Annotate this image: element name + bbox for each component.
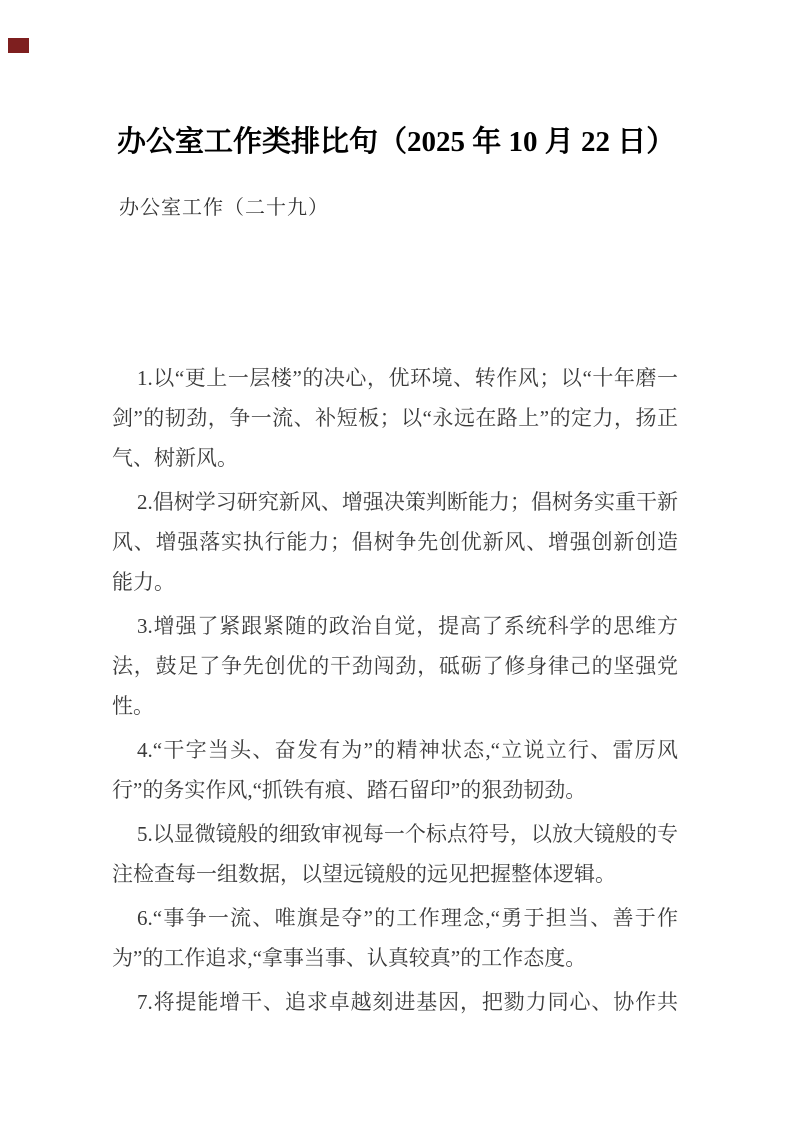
- document-subtitle: 办公室工作（二十九）: [119, 197, 329, 219]
- paragraph-1: 1.以“更上一层楼”的决心，优环境、转作风；以“十年磨一剑”的韧劲，争一流、补短板；以“永远在路上”的定力，扬正气、树新风。: [112, 366, 678, 470]
- paragraph-6: 6.“事争一流、唯旗是夺”的工作理念,“勇于担当、善于作为”的工作追求,“拿事当事、认真较真”的工作态度。: [112, 906, 678, 970]
- red-corner-mark: [8, 38, 29, 53]
- paragraph-2: 2.倡树学习研究新风、增强决策判断能力；倡树务实重干新风、增强落实执行能力；倡树争先创优新风、增强创新创造能力。: [112, 490, 678, 594]
- document-body: [112, 358, 678, 1026]
- document-title: 办公室工作类排比句（2025 年 10 月 22 日）: [117, 126, 676, 158]
- paragraph-4: 4.“干字当头、奋发有为”的精神状态,“立说立行、雷厉风行”的务实作风,“抓铁有痕、踏石留印”的狠劲韧劲。: [112, 738, 678, 802]
- paragraph-3: 3.增强了紧跟紧随的政治自觉，提高了系统科学的思维方法，鼓足了争先创优的干劲闯劲，砥砺了修身律己的坚强党性。: [112, 614, 678, 718]
- paragraph-7: 7.将提能增干、追求卓越刻进基因，把勠力同心、协作共: [137, 990, 678, 1014]
- paragraph-5: 5.以显微镜般的细致审视每一个标点符号，以放大镜般的专注检查每一组数据，以望远镜般的远见把握整体逻辑。: [112, 822, 678, 886]
